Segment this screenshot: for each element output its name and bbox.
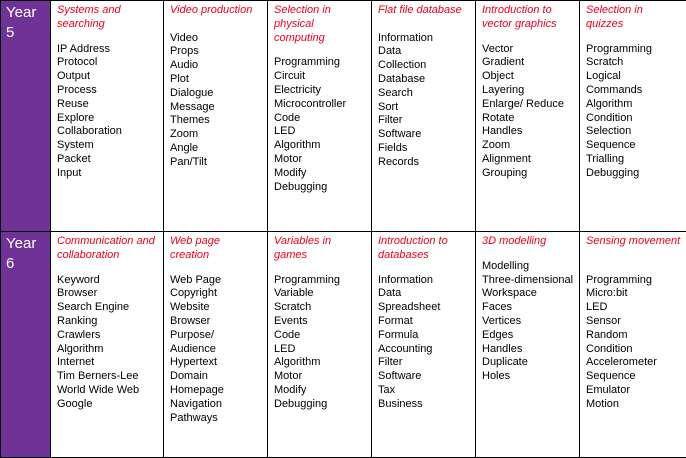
keyword-item: Code [274,329,366,343]
keyword-item: Website [170,301,262,315]
keyword-item: Collection [378,59,470,73]
keyword-item: Variable [274,287,366,301]
keyword-item: Formula [378,329,470,343]
topic-heading: Web page creation [170,235,262,263]
keyword-item: LED [274,125,366,139]
keyword-item: Motor [274,370,366,384]
keyword-item: Programming [586,43,681,57]
keyword-item: Information [378,274,470,288]
keyword-item: Audience [170,343,262,357]
keyword-item: Business [378,398,470,412]
spacer [274,263,366,274]
keyword-item: Debugging [274,398,366,412]
topic-cell [164,232,268,458]
keyword-item: Browser [170,315,262,329]
keyword-item: Copyright [170,287,262,301]
keyword-item: Database [378,73,470,87]
keyword-item: Vertices [482,315,574,329]
keyword-item: Algorithm [274,356,366,370]
keyword-item: Debugging [274,181,366,195]
keyword-item: Hypertext [170,356,262,370]
keyword-item: Angle [170,142,262,156]
topic-cell [580,232,686,458]
keyword-item: Web Page [170,274,262,288]
keyword-item: Packet [57,153,158,167]
keyword-item: Object [482,70,574,84]
keyword-item: Information [378,32,470,46]
keyword-item: Electricity [274,84,366,98]
keyword-item: Explore [57,112,158,126]
keyword-item: Google [57,398,158,412]
topic-cell [268,1,372,232]
keyword-item: LED [274,343,366,357]
keyword-item: Accounting [378,343,470,357]
keyword-item: Commands [586,84,681,98]
keyword-item: Algorithm [57,343,158,357]
keyword-list [170,32,262,170]
keyword-item: Format [378,315,470,329]
keyword-item: Scratch [586,56,681,70]
keyword-item: Algorithm [586,98,681,112]
keyword-item: Search [378,87,470,101]
spacer [274,45,366,56]
keyword-item: Handles [482,343,574,357]
keyword-item: Fields [378,142,470,156]
keyword-item: Pathways [170,412,262,426]
keyword-list [57,274,158,412]
keyword-item: Data [378,45,470,59]
topic-heading: Introduction to databases [378,235,470,263]
keyword-item: Browser [57,287,158,301]
keyword-item: Domain [170,370,262,384]
keyword-list [586,274,681,412]
keyword-item: Edges [482,329,574,343]
keyword-item: Process [57,84,158,98]
spacer [57,32,158,43]
keyword-list [482,260,574,384]
keyword-item: Enlarge/ Reduce [482,98,574,112]
topic-cell [580,1,686,232]
keyword-item: Sensor [586,315,681,329]
keyword-item: Motor [274,153,366,167]
spacer [482,32,574,43]
keyword-item: System [57,139,158,153]
keyword-item: Collaboration [57,125,158,139]
keyword-item: Plot [170,73,262,87]
keyword-item: Keyword [57,274,158,288]
topic-cell [51,232,164,458]
keyword-item: Themes [170,114,262,128]
keyword-item: Software [378,370,470,384]
keyword-item: Filter [378,356,470,370]
topic-heading: Selection in physical computing [274,4,366,45]
keyword-item: Motion [586,398,681,412]
keyword-item: Sort [378,101,470,115]
keyword-list [274,56,366,194]
keyword-item: Layering [482,84,574,98]
keyword-list [57,43,158,181]
keyword-item: Vector [482,43,574,57]
topic-cell [372,1,476,232]
keyword-item: Output [57,70,158,84]
keyword-item: Workspace [482,287,574,301]
keyword-item: Software [378,128,470,142]
keyword-item: Data [378,287,470,301]
keyword-item: Handles [482,125,574,139]
keyword-list [378,274,470,412]
keyword-item: Pan/Tilt [170,156,262,170]
keyword-item: Programming [586,274,681,288]
keyword-item: Modify [274,384,366,398]
keyword-item: Zoom [170,128,262,142]
keyword-list [378,32,470,170]
year-6-row [1,232,686,458]
topic-cell [51,1,164,232]
keyword-item: Tax [378,384,470,398]
spacer [170,263,262,274]
keyword-item: Holes [482,370,574,384]
spacer [378,263,470,274]
year-5-row [1,1,686,232]
topic-cell [372,232,476,458]
spacer [57,263,158,274]
keyword-item: Sequence [586,370,681,384]
topic-heading: Communication and collaboration [57,235,158,263]
spacer [586,32,681,43]
keyword-item: Microcontroller [274,98,366,112]
topic-cell [476,1,580,232]
keyword-item: LED [586,301,681,315]
keyword-item: Audio [170,59,262,73]
keyword-item: Emulator [586,384,681,398]
keyword-item: Spreadsheet [378,301,470,315]
keyword-item: Programming [274,56,366,70]
keyword-item: Condition [586,112,681,126]
keyword-item: Ranking [57,315,158,329]
keyword-item: Gradient [482,56,574,70]
keyword-item: Selection [586,125,681,139]
spacer [482,249,574,260]
keyword-item: Trialling [586,153,681,167]
keyword-item: Duplicate [482,356,574,370]
topic-cell [268,232,372,458]
keyword-item: IP Address [57,43,158,57]
topic-heading: Video production [170,4,262,32]
keyword-item: Dialogue [170,87,262,101]
keyword-item: Rotate [482,112,574,126]
keyword-item: Scratch [274,301,366,315]
keyword-item: Micro:bit [586,287,681,301]
keyword-item: Internet [57,356,158,370]
keyword-item: Reuse [57,98,158,112]
keyword-item: Purpose/ [170,329,262,343]
keyword-item: Sequence [586,139,681,153]
topic-heading: Variables in games [274,235,366,263]
keyword-item: Message [170,101,262,115]
keyword-item: Debugging [586,167,681,181]
keyword-list [586,43,681,181]
keyword-item: Crawlers [57,329,158,343]
keyword-item: Three-dimensional [482,274,574,288]
keyword-item: Navigation [170,398,262,412]
year-label: Year 6 [1,232,51,458]
keyword-item: Records [378,156,470,170]
keyword-list [274,274,366,412]
topic-heading: Flat file database [378,4,470,32]
keyword-item: Accelerometer [586,356,681,370]
keyword-item: Random [586,329,681,343]
keyword-item: Alignment [482,153,574,167]
keyword-item: Protocol [57,56,158,70]
keyword-item: Zoom [482,139,574,153]
keyword-item: Events [274,315,366,329]
keyword-item: Modelling [482,260,574,274]
keyword-item: Filter [378,114,470,128]
keyword-item: Input [57,167,158,181]
topic-heading: Sensing movement [586,235,681,263]
keyword-item: Search Engine [57,301,158,315]
keyword-item: Modify [274,167,366,181]
topic-cell [164,1,268,232]
keyword-item: Code [274,112,366,126]
topic-heading: 3D modelling [482,235,574,249]
keyword-item: Logical [586,70,681,84]
keyword-list [482,43,574,181]
topic-heading: Introduction to vector graphics [482,4,574,32]
keyword-item: Tim Berners-Lee [57,370,158,384]
keyword-item: Props [170,45,262,59]
keyword-item: Homepage [170,384,262,398]
topic-heading: Systems and searching [57,4,158,32]
keyword-item: Video [170,32,262,46]
keyword-item: Grouping [482,167,574,181]
topic-cell [476,232,580,458]
spacer [586,263,681,274]
keyword-item: Algorithm [274,139,366,153]
keyword-item: Programming [274,274,366,288]
keyword-item: World Wide Web [57,384,158,398]
topic-heading: Selection in quizzes [586,4,681,32]
year-label: Year 5 [1,1,51,232]
keyword-item: Circuit [274,70,366,84]
keyword-item: Condition [586,343,681,357]
keyword-list [170,274,262,426]
keyword-item: Faces [482,301,574,315]
